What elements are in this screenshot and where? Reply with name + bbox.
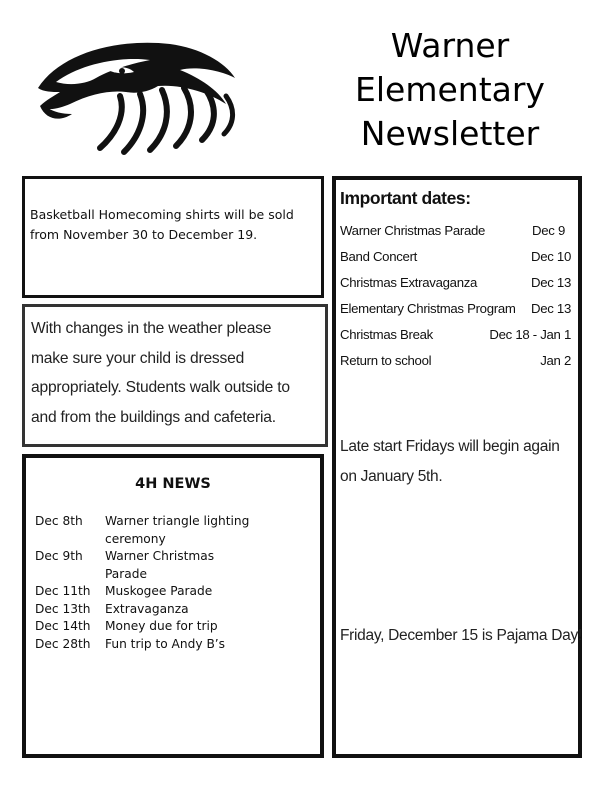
news-date: Dec 28th (35, 636, 91, 651)
event-name: Christmas Extravaganza (340, 275, 478, 290)
event-name: Band Concert (340, 249, 418, 264)
date-row (340, 218, 571, 244)
event-date: Dec 18 - Jan 1 (489, 327, 571, 342)
list-item (35, 636, 285, 654)
date-row (340, 296, 571, 322)
list-item (35, 548, 285, 583)
shirts-notice-text (30, 205, 294, 245)
notice-line: Late start Fridays will begin again (340, 438, 560, 455)
weather-notice-box (22, 304, 328, 447)
news-date: Dec 11th (35, 584, 91, 598)
list-item (35, 618, 285, 636)
news-text: Extravaganza (105, 601, 189, 616)
title-line: Warner (390, 26, 510, 65)
notice-line: from November 30 to December 19. (30, 227, 258, 242)
date-row (340, 322, 571, 348)
notice-line: With changes in the weather please (31, 320, 272, 337)
news-4h-list (35, 513, 285, 653)
news-date: Dec 8th (35, 514, 83, 528)
title-line: Elementary (355, 70, 545, 109)
weather-notice-text (31, 314, 290, 432)
event-date: Dec 9 (532, 223, 565, 238)
news-text: Fun trip to Andy B’s (105, 636, 226, 651)
event-date: Dec 13 (531, 275, 571, 290)
event-date: Dec 10 (531, 249, 571, 264)
notice-line: appropriately. Students walk outside to (31, 379, 290, 396)
newsletter-title (335, 24, 565, 156)
news-text: Warner triangle lighting ceremony (105, 514, 250, 546)
news-text: Warner Christmas Parade (105, 549, 215, 581)
notice-line: and from the buildings and cafeteria. (31, 408, 276, 426)
notice-line: make sure your child is dressed (31, 349, 245, 367)
news-text: Muskogee Parade (105, 584, 213, 598)
important-dates-box (332, 176, 582, 758)
event-name: Christmas Break (340, 327, 433, 342)
date-row (340, 348, 571, 374)
pajama-day-notice: Friday, December 15 is Pajama Day! (340, 627, 582, 644)
news-text: Money due for trip (105, 619, 218, 633)
news-date: Dec 14th (35, 619, 91, 633)
title-line: Newsletter (360, 114, 540, 153)
news-date: Dec 13th (35, 601, 91, 616)
date-row (340, 270, 571, 296)
notice-line: on January 5th. (340, 468, 443, 485)
late-start-notice (340, 432, 560, 492)
list-item (35, 513, 285, 548)
notice-line: Basketball Homecoming shirts will be sold (30, 207, 294, 222)
event-date: Dec 13 (531, 301, 571, 316)
event-name: Warner Christmas Parade (340, 223, 486, 238)
important-dates-title: Important dates: (340, 188, 471, 208)
shirts-notice-box (22, 176, 324, 298)
date-row (340, 244, 571, 270)
list-item (35, 601, 285, 619)
eagle-head-icon (30, 30, 245, 155)
news-date: Dec 9th (35, 549, 83, 563)
event-date: Jan 2 (540, 353, 571, 368)
news-4h-title: 4H NEWS (135, 476, 211, 492)
news-4h-box (22, 454, 324, 758)
event-name: Return to school (340, 353, 432, 368)
event-name: Elementary Christmas Program (340, 301, 516, 316)
important-dates-list (340, 218, 571, 374)
list-item (35, 583, 285, 601)
